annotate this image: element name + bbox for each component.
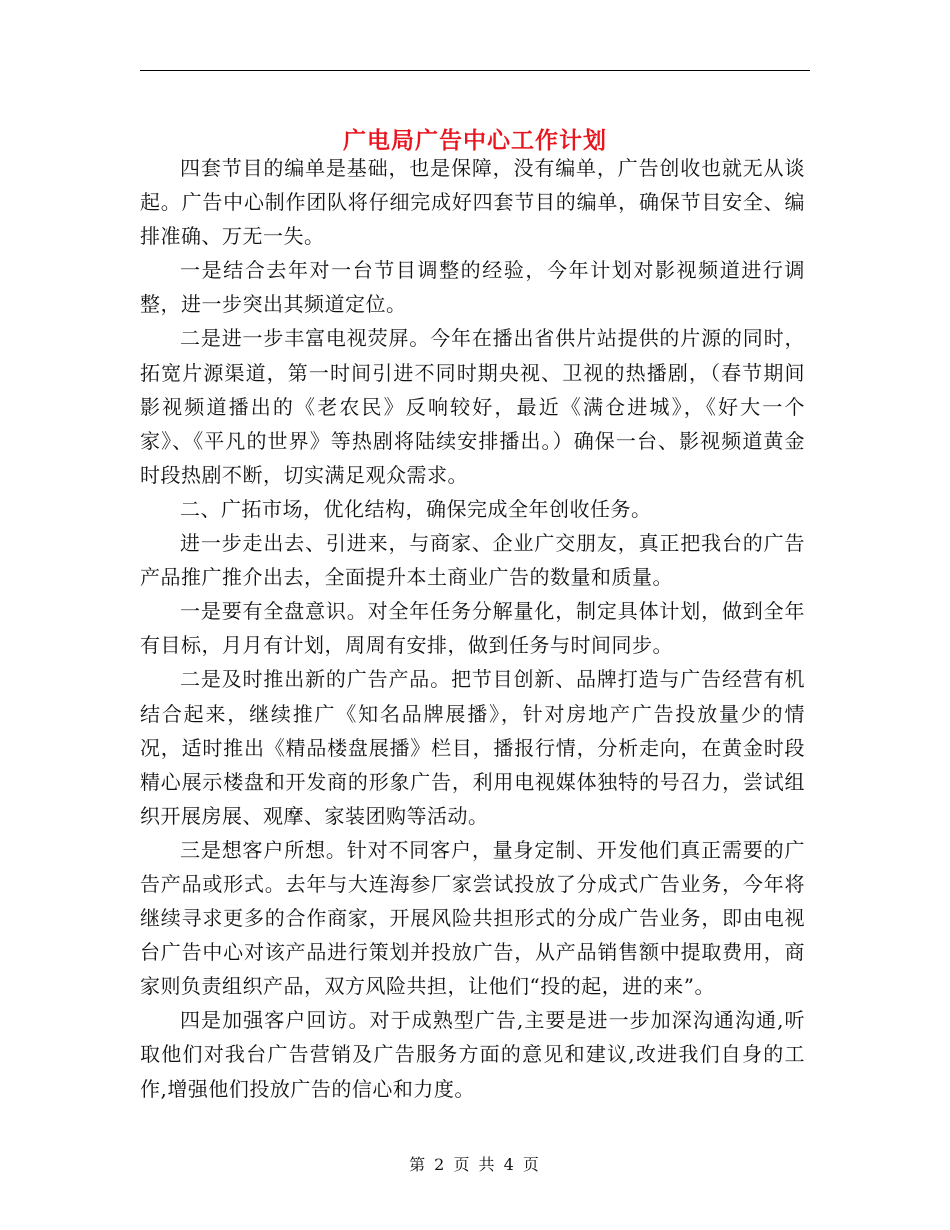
- paragraph-8: 三是想客户所想。针对不同客户，量身定制、开发他们真正需要的广告产品或形式。去年与大连海参厂家尝试投放了分成式广告业务，今年将继续寻求更多的合作商家，开展风险共担形式的分成广告业务，即由电视台广告中心对该产品进行策划并投放广告，从产品销售额中提取费用，商家则负责组织产品，双方风险共担，让他们“投的起，进的来”。: [140, 837, 805, 999]
- paragraph-4: 二、广拓市场，优化结构，确保完成全年创收任务。: [180, 496, 652, 521]
- header-rule: [140, 70, 810, 71]
- paragraph-7: 二是及时推出新的广告产品。把节目创新、品牌打造与广告经营有机结合起来，继续推广《知名品牌展播》，针对房地产广告投放量少的情况，适时推出《精品楼盘展播》栏目，播报行情，分析走向，在黄金时段精心展示楼盘和开发商的形象广告，利用电视媒体独特的号召力，尝试组织开展房展、观摩、家装团购等活动。: [140, 667, 805, 828]
- paragraph-9: 四是加强客户回访。对于成熟型广告,主要是进一步加深沟通沟通,听取他们对我台广告营销及广告服务方面的意见和建议,改进我们自身的工作,增强他们投放广告的信心和力度。: [140, 1008, 805, 1101]
- paragraph-1: 四套节目的编单是基础，也是保障，没有编单，广告创收也就无从谈起。广告中心制作团队将仔细完成好四套节目的编单，确保节目安全、编排准确、万无一失。: [140, 156, 805, 249]
- document-body: [140, 151, 805, 1106]
- paragraph-6: 一是要有全盘意识。对全年任务分解量化，制定具体计划，做到全年有目标，月月有计划，周周有安排，做到任务与时间同步。: [140, 599, 805, 658]
- document-title: 广电局广告中心工作计划: [343, 128, 607, 155]
- paragraph-2: 一是结合去年对一台节目调整的经验，今年计划对影视频道进行调整，进一步突出其频道定位。: [140, 258, 805, 317]
- paragraph-5: 进一步走出去、引进来，与商家、企业广交朋友，真正把我台的广告产品推广推介出去，全面提升本土商业广告的数量和质量。: [140, 531, 805, 590]
- page-number-footer: 第 2 页 共 4 页: [409, 1155, 541, 1174]
- paragraph-3: 二是进一步丰富电视荧屏。今年在播出省供片站提供的片源的同时，拓宽片源渠道，第一时间引进不同时期央视、卫视的热播剧，（春节期间影视频道播出的《老农民》反响较好，最近《满仓进城》，《好大一个家》、《平凡的世界》等热剧将陆续安排播出。）确保一台、影视频道黄金时段热剧不断，切实满足观众需求。: [140, 326, 805, 487]
